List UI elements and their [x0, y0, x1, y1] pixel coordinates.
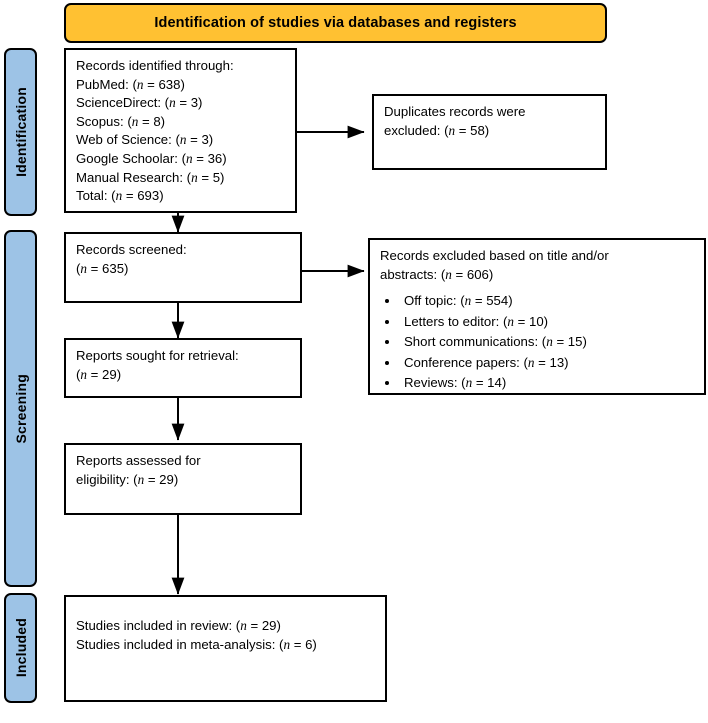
records-excluded-text: Records excluded based on title and/or abstracts: (n = 606) [380, 248, 609, 282]
phase-included [4, 593, 37, 703]
studies-included-text: Studies included in review: (n = 29) Studies included in meta-analysis: (n = 6) [76, 618, 317, 652]
reports-sought-box [64, 338, 302, 398]
list-item: • Short communications: (n = 15) [400, 332, 704, 353]
studies-included-box [64, 595, 387, 702]
duplicates-excluded-box [372, 94, 607, 170]
reports-assessed-box [64, 443, 302, 515]
records-screened-text: Records screened: (n = 635) [76, 242, 187, 276]
diagram-title-text: Identification of studies via databases and registers [154, 15, 517, 31]
phase-screening-label: Screening [12, 373, 29, 444]
reports-sought-text: Reports sought for retrieval: (n = 29) [76, 348, 239, 382]
list-item: • Off topic: (n = 554) [400, 291, 704, 312]
duplicates-excluded-text: Duplicates records were excluded: (n = 58) [384, 104, 526, 138]
records-excluded-bullets [370, 291, 704, 394]
reports-assessed-text: Reports assessed for eligibility: (n = 29) [76, 453, 201, 487]
phase-included-label: Included [12, 618, 29, 678]
list-item: • Conference papers: (n = 13) [400, 353, 704, 374]
diagram-title-banner [64, 3, 607, 43]
records-identified-text: Records identified through: PubMed: (n = 638) ScienceDirect: (n = 3) Scopus: (n = 8) Web of Science: (n = 3) Google Schoolar: (n = 36) Manual Research: (n = 5) Total: (n = 693) [76, 58, 234, 204]
records-screened-box [64, 232, 302, 303]
phase-identification [4, 48, 37, 216]
records-identified-box [64, 48, 297, 213]
list-item: • Letters to editor: (n = 10) [400, 312, 704, 333]
list-item: • Reviews: (n = 14) [400, 373, 704, 394]
records-excluded-box [368, 238, 706, 395]
phase-identification-label: Identification [12, 87, 29, 177]
phase-screening [4, 230, 37, 587]
